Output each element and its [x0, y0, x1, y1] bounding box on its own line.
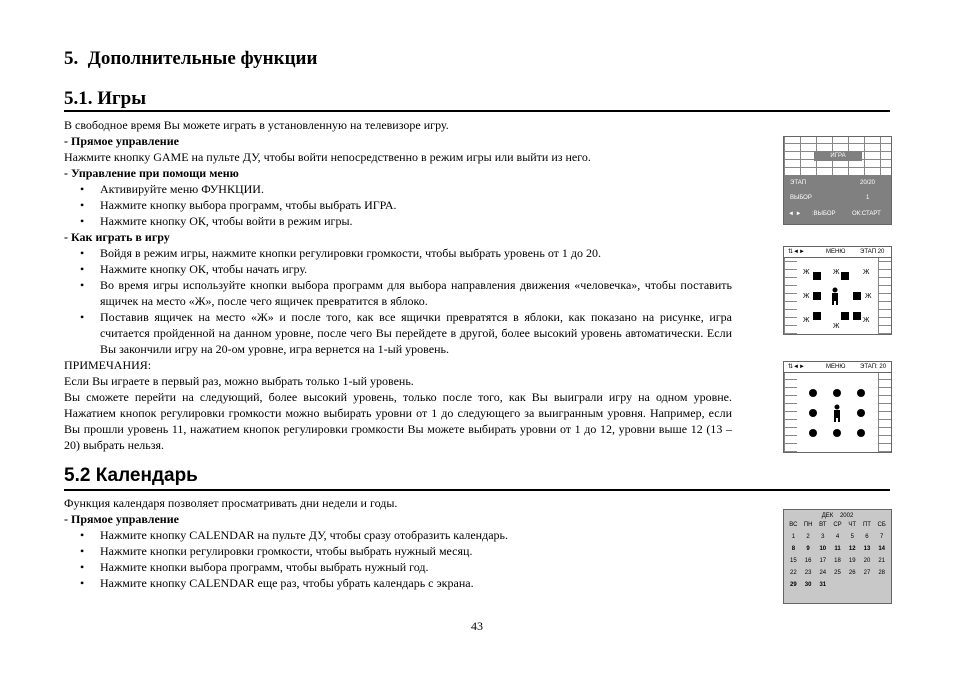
game-menu-screen	[783, 136, 892, 225]
calendar-day	[830, 582, 845, 588]
games-intro: В свободное время Вы можете играть в установленную на телевизоре игру.	[64, 118, 449, 132]
game-board-header	[784, 247, 891, 258]
svg-text:Ж: Ж	[803, 293, 810, 300]
svg-text:Ж: Ж	[803, 269, 810, 276]
calendar-day: 28	[878, 570, 886, 576]
left-wall	[784, 373, 797, 452]
right-wall	[878, 373, 891, 452]
calendar-day: 4	[835, 534, 840, 540]
list-item: • Нажмите кнопки регулировки громкости, чтобы выбрать нужный месяц.	[64, 543, 732, 559]
calendar-week-row	[786, 570, 889, 576]
stage-label: ЭТАП: 20	[860, 364, 887, 370]
calendar-day: 1	[791, 534, 796, 540]
calendar-grid	[786, 522, 889, 588]
calendar-day: 6	[865, 534, 869, 540]
calendar-day: 12	[848, 546, 856, 552]
stage-value: 20/20	[860, 180, 876, 186]
stage-label: ЭТАП	[790, 180, 807, 186]
calendar-day: 21	[878, 558, 886, 564]
calendar-header	[784, 513, 891, 519]
calendar-day: 24	[819, 570, 827, 576]
calendar-day: 14	[878, 546, 886, 552]
list-item: • Войдя в режим игры, нажмите кнопки регулировки громкости, чтобы выбрать уровень от 1 до 20.	[64, 245, 732, 261]
game-menu-panel	[784, 175, 891, 224]
list-item: • Нажмите кнопку ОК, чтобы войти в режим игры.	[64, 213, 732, 229]
calendar-body	[64, 495, 732, 591]
game-menu-title: ИГРА	[814, 151, 862, 161]
select-value: 1	[866, 195, 870, 201]
games-note-1: Если Вы играете в первый раз, можно выбрать только 1-ый уровень.	[64, 374, 414, 388]
weekday: ВС	[789, 522, 798, 528]
svg-text:Ж: Ж	[833, 269, 840, 276]
games-menu-list	[64, 181, 732, 229]
weekday: СР	[833, 522, 842, 528]
calendar-year: 2002	[839, 513, 854, 519]
games-menu-title: - Управление при помощи меню	[64, 166, 239, 180]
apple-grid	[797, 373, 878, 452]
calendar-day: 13	[863, 546, 871, 552]
games-title: 5.1. Игры	[64, 88, 147, 109]
calendar-day: 16	[804, 558, 812, 564]
calendar-day: 18	[834, 558, 841, 564]
calendar-day: 8	[791, 546, 796, 552]
left-wall	[784, 258, 797, 334]
calendar-month: ДЕК	[821, 513, 834, 519]
games-body	[64, 117, 732, 453]
games-notes-title: ПРИМЕЧАНИЯ:	[64, 358, 152, 372]
list-item: • Активируйте меню ФУНКЦИИ.	[64, 181, 732, 197]
game-board-header	[784, 362, 891, 373]
list-item: • Поставив ящичек на место «Ж» и после того, как все ящички превратятся в яблоки, как показано на рисунке, игра считается пройденной на данном уровне, после чего Вы перейдете в другой, более высокий уровень автоматически. Если Вы закончили игру на 20-ом уровне, игра вернется на 1-ый уровень.	[64, 309, 732, 357]
calendar-week-row	[786, 558, 889, 564]
arrows-icon: ⇅◄►	[788, 364, 805, 370]
weekday: ПН	[803, 522, 813, 528]
calendar-screen	[783, 509, 892, 604]
calendar-day	[874, 582, 889, 588]
section-heading: 5. Дополнительные функции	[64, 48, 318, 69]
menu-label: МЕНЮ	[826, 249, 846, 255]
games-direct-text: Нажмите кнопку GAME на пульте ДУ, чтобы войти непосредственно в режим игры или выйти из него.	[64, 150, 591, 164]
calendar-day: 22	[790, 570, 797, 576]
calendar-day: 29	[790, 582, 797, 588]
calendar-day: 11	[834, 546, 841, 552]
select-hint: :ВЫБОР	[812, 211, 836, 217]
games-how-list	[64, 245, 732, 357]
calendar-day	[845, 582, 860, 588]
calendar-day: 20	[863, 558, 871, 564]
start-hint: ОК:СТАРТ	[852, 211, 881, 217]
games-direct-title: - Прямое управление	[64, 134, 179, 148]
calendar-day: 5	[850, 534, 854, 540]
calendar-week-row	[786, 534, 889, 540]
calendar-week-row	[786, 546, 889, 552]
calendar-rule	[64, 489, 890, 491]
games-note-2: Вы сможете перейти на следующий, более высокий уровень, только после того, как Вы выиграли игру на одном уровне. Нажатием кнопок регулировки громкости можно выбирать уровни от 1 до следующего за выигранным уровня. Например, если Вы прошли уровень 11, нажатием кнопок регулировки громкости Вы можете выбирать уровни от 1 до 12, уровни выше 12 (13 – 20) выбрать нельзя.	[64, 390, 732, 452]
calendar-day: 10	[819, 546, 827, 552]
list-item: • Во время игры используйте кнопки выбора программ для выбора направления движения «человечка», чтобы поставить ящичек на место «Ж», после чего ящичек превратится в яблоко.	[64, 277, 732, 309]
calendar-day: 27	[863, 570, 871, 576]
weekday: СБ	[877, 522, 886, 528]
menu-label: МЕНЮ	[826, 364, 846, 370]
svg-text:Ж: Ж	[865, 293, 872, 300]
calendar-day: 17	[819, 558, 827, 564]
weekday: ВТ	[819, 522, 827, 528]
weekday: ПТ	[862, 522, 871, 528]
calendar-day: 25	[834, 570, 841, 576]
list-item: • Нажмите кнопку CALENDAR на пульте ДУ, чтобы сразу отобразить календарь.	[64, 527, 732, 543]
select-label: ВЫБОР	[790, 195, 812, 201]
calendar-day: 19	[848, 558, 856, 564]
games-rule	[64, 110, 890, 112]
calendar-week-row	[786, 582, 889, 588]
calendar-day: 3	[821, 534, 825, 540]
arrows-icon: ⇅◄►	[788, 249, 805, 255]
game-board-screen-1	[783, 246, 892, 335]
calendar-day: 15	[790, 558, 797, 564]
weekday-row	[786, 522, 889, 528]
calendar-day: 30	[804, 582, 812, 588]
calendar-title: 5.2 Календарь	[64, 465, 198, 486]
game-board-screen-2	[783, 361, 892, 453]
calendar-day	[860, 582, 875, 588]
calendar-day: 7	[880, 534, 884, 540]
calendar-day: 2	[806, 534, 810, 540]
games-how-title: - Как играть в игру	[64, 230, 170, 244]
list-item: • Нажмите кнопку CALENDAR еще раз, чтобы убрать календарь с экрана.	[64, 575, 732, 591]
list-item: • Нажмите кнопки выбора программ, чтобы выбрать нужный год.	[64, 559, 732, 575]
weekday: ЧТ	[848, 522, 857, 528]
calendar-list	[64, 527, 732, 591]
svg-text:Ж: Ж	[803, 317, 810, 324]
calendar-day: 26	[848, 570, 856, 576]
calendar-day: 9	[806, 546, 810, 552]
calendar-day: 23	[804, 570, 812, 576]
calendar-direct-title: - Прямое управление	[64, 512, 179, 526]
list-item: • Нажмите кнопку ОК, чтобы начать игру.	[64, 261, 732, 277]
calendar-weeks	[786, 534, 889, 588]
page-number: 43	[471, 619, 483, 633]
svg-text:Ж: Ж	[833, 323, 840, 330]
right-wall	[878, 258, 891, 334]
game-board-grid	[797, 258, 878, 334]
svg-text:Ж: Ж	[863, 269, 870, 276]
left-right-arrows-icon: ◄ ►	[788, 211, 802, 217]
calendar-intro: Функция календаря позволяет просматривать дни недели и годы.	[64, 496, 398, 510]
svg-text:Ж: Ж	[863, 317, 870, 324]
list-item: • Нажмите кнопку выбора программ, чтобы выбрать ИГРА.	[64, 197, 732, 213]
stage-label: ЭТАП 20	[860, 249, 885, 255]
calendar-day: 31	[819, 582, 827, 588]
